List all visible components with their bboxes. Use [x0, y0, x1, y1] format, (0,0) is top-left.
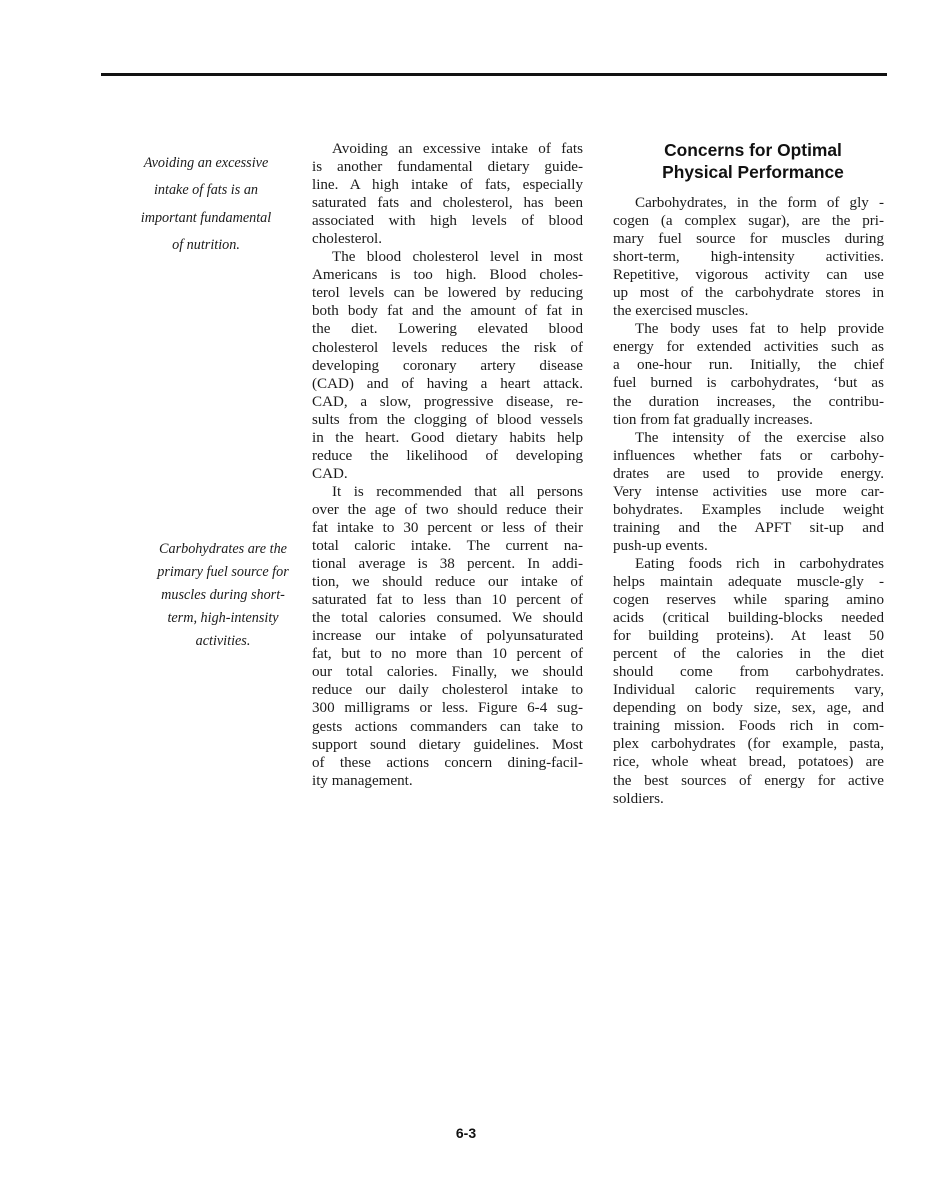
text-line: tion, we should reduce our intake of: [312, 574, 583, 591]
text-line: the best sources of energy for active: [613, 772, 884, 789]
section-heading-line: Physical Performance: [662, 161, 844, 182]
text-line: ity management.: [312, 772, 413, 789]
text-line: Repetitive, vigorous activity can use: [613, 267, 884, 284]
text-line: increase our intake of polyunsaturated: [312, 628, 583, 645]
text-line: CAD, a slow, progressive disease, re-: [312, 393, 583, 410]
text-line: The body uses fat to help provide: [635, 321, 884, 338]
text-line: in the heart. Good dietary habits help: [312, 429, 583, 446]
text-line: a one-hour run. Initially, the chief: [613, 357, 884, 374]
text-line: training and the APFT sit-up and: [613, 519, 884, 536]
text-line: line. A high intake of fats, especially: [312, 177, 583, 194]
text-line: soldiers.: [613, 790, 664, 807]
margin-note-line: Carbohydrates are the: [159, 541, 287, 557]
text-line: fat, but to no more than 10 percent of: [312, 646, 583, 663]
text-line: fat intake to 30 percent or less of their: [312, 519, 583, 536]
header-rule: [101, 73, 887, 76]
text-line: cholesterol levels reduces the risk of: [312, 339, 583, 356]
text-line: saturated fats and cholesterol, has been: [312, 195, 583, 212]
text-line: cholesterol.: [312, 231, 382, 248]
text-line: Carbohydrates, in the form of gly -: [635, 195, 884, 211]
text-line: the duration increases, the contribu-: [613, 393, 884, 410]
text-line: short-term, high-intensity activities.: [613, 249, 884, 266]
text-line: tional average is 38 percent. In addi-: [312, 556, 583, 573]
margin-note-line: primary fuel source for: [157, 564, 289, 580]
text-line: Americans is too high. Blood choles-: [312, 267, 583, 284]
margin-note-line: of nutrition.: [172, 236, 240, 253]
text-line: helps maintain adequate muscle-gly -: [613, 573, 884, 590]
text-line: cogen (a complex sugar), are the pri-: [613, 213, 884, 230]
margin-note-line: activities.: [195, 633, 251, 649]
section-heading-line: Concerns for Optimal: [664, 140, 842, 160]
text-line: depending on body size, sex, age, and: [613, 700, 884, 717]
text-line: support sound dietary guidelines. Most: [312, 736, 583, 753]
text-line: CAD.: [312, 465, 348, 482]
margin-note-line: muscles during short-: [161, 587, 285, 603]
margin-note-fats: [126, 150, 286, 259]
text-line: the diet. Lowering elevated blood: [312, 321, 583, 338]
text-line: associated with high levels of blood: [312, 213, 583, 230]
text-line: reduce the likelihood of developing: [312, 447, 583, 464]
body-column-middle: [312, 140, 583, 790]
section-heading: [620, 140, 886, 183]
text-line: The blood cholesterol level in most: [332, 249, 583, 266]
text-line: Eating foods rich in carbohydrates: [635, 555, 884, 572]
text-line: percent of the calories in the diet: [613, 646, 884, 663]
text-line: 300 milligrams or less. Figure 6-4 sug-: [312, 700, 583, 717]
text-line: Individual caloric requirements vary,: [613, 682, 884, 699]
text-line: influences whether fats or carbohy-: [613, 447, 884, 464]
text-line: for building proteins). At least 50: [613, 628, 884, 645]
text-line: It is recommended that all persons: [332, 483, 583, 500]
text-line: developing coronary artery disease: [312, 357, 583, 374]
margin-note-line: intake of fats is an: [153, 182, 259, 199]
text-line: drates are used to provide energy.: [613, 465, 884, 482]
text-line: sults from the clogging of blood vessels: [312, 411, 583, 428]
text-line: cogen reserves while sparing amino: [613, 592, 884, 609]
text-line: both body fat and the amount of fat in: [312, 303, 583, 320]
text-line: gests actions commanders can take to: [312, 718, 583, 735]
page-number: 6-3: [455, 1125, 477, 1141]
text-line: mary fuel source for muscles during: [613, 231, 884, 248]
margin-note-line: Avoiding an excessive: [143, 155, 269, 171]
text-line: terol levels can be lowered by reducing: [312, 285, 583, 302]
text-line: up most of the carbohydrate stores in: [613, 285, 884, 302]
text-line: (CAD) and of having a heart attack.: [312, 375, 583, 392]
text-line: rice, whole wheat bread, potatoes) are: [613, 754, 884, 771]
text-line: Very intense activities use more car-: [613, 483, 884, 500]
text-line: saturated fat to less than 10 percent of: [312, 592, 583, 609]
margin-note-line: term, high-intensity: [167, 610, 279, 626]
text-line: the total calories consumed. We should: [312, 610, 583, 627]
text-line: acids (critical building-blocks needed: [613, 610, 884, 627]
text-line: total caloric intake. The current na-: [312, 538, 583, 555]
text-line: over the age of two should reduce their: [312, 501, 583, 518]
text-line: The intensity of the exercise also: [635, 429, 884, 446]
margin-note-line: important fundamental: [140, 209, 272, 226]
text-line: should come from carbohydrates.: [613, 664, 884, 681]
text-line: Avoiding an excessive intake of fats: [332, 141, 583, 157]
text-line: bohydrates. Examples include weight: [613, 501, 884, 518]
body-column-right: [613, 194, 884, 808]
text-line: training mission. Foods rich in com-: [613, 718, 884, 735]
text-line: tion from fat gradually increases.: [613, 411, 813, 428]
text-line: fuel burned is carbohydrates, ‘but as: [613, 375, 884, 392]
text-line: the exercised muscles.: [613, 303, 749, 320]
text-line: energy for extended activities such as: [613, 339, 884, 356]
text-line: plex carbohydrates (for example, pasta,: [613, 736, 884, 753]
text-line: push-up events.: [613, 537, 708, 554]
text-line: our total calories. Finally, we should: [312, 664, 583, 681]
text-line: reduce our daily cholesterol intake to: [312, 682, 583, 699]
text-line: is another fundamental dietary guide-: [312, 159, 583, 176]
margin-note-carbohydrates: [138, 538, 308, 653]
text-line: of these actions concern dining-facil-: [312, 754, 583, 771]
